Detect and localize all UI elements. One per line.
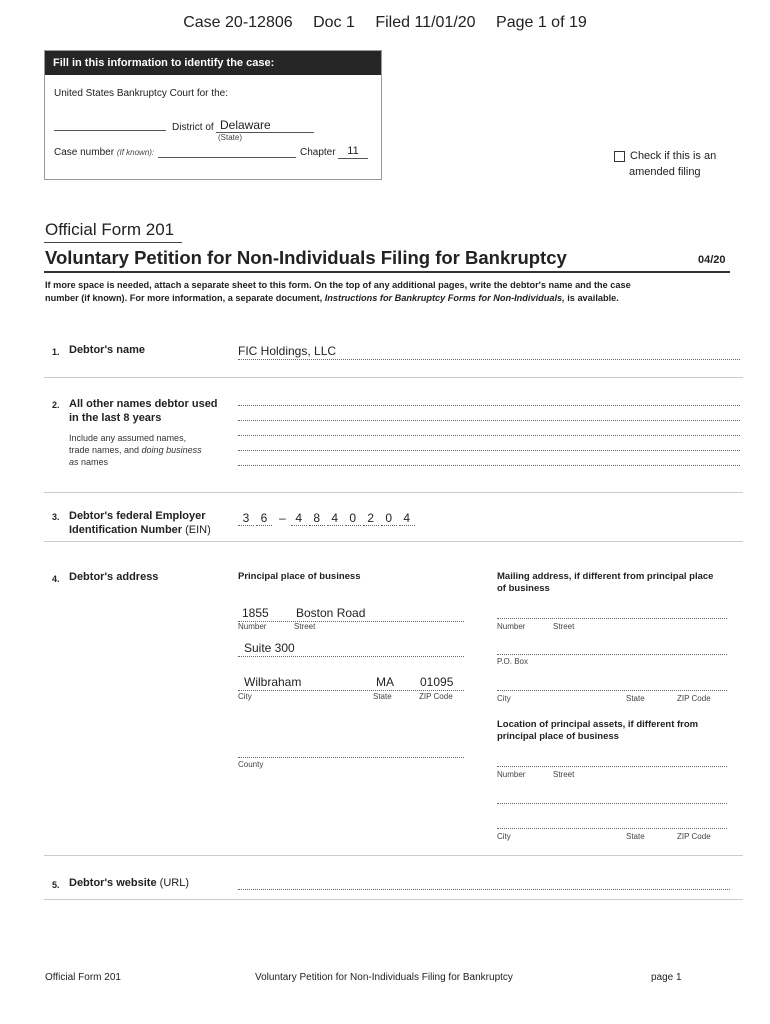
ein-digit: 6 (256, 511, 272, 526)
location-street-field[interactable] (497, 766, 727, 767)
other-name-line-2[interactable] (238, 420, 740, 421)
amended-filing-option[interactable] (614, 148, 716, 180)
street-value: Boston Road (296, 606, 366, 620)
other-names-note: Include any assumed names, trade names, and doing business as names (69, 433, 202, 467)
mailing-heading: Mailing address, if different from principal place of business (497, 571, 714, 594)
mailing-street-field[interactable] (497, 618, 727, 619)
zip-label: ZIP Code (419, 692, 453, 701)
amended-label-line2: amended filing (629, 166, 701, 178)
po-box-label: P.O. Box (497, 657, 528, 666)
case-number-label: Case number (If known): (54, 147, 155, 158)
other-name-line-3[interactable] (238, 435, 740, 436)
state-value: MA (376, 675, 394, 689)
county-field[interactable] (238, 757, 464, 758)
ein-hyphen: – (279, 511, 286, 525)
zip-label: ZIP Code (677, 694, 711, 703)
doc-number: Doc 1 (313, 14, 355, 31)
street-label: Street (294, 622, 316, 631)
section-divider (44, 492, 743, 493)
filed-date: Filed 11/01/20 (375, 14, 476, 31)
city-label: City (238, 692, 252, 701)
number-label: Number (497, 770, 526, 779)
chapter-value: 11 (347, 145, 359, 157)
case-identification-box (44, 50, 382, 180)
suite-value: Suite 300 (244, 641, 295, 655)
district-field[interactable] (216, 118, 314, 133)
ein-digit: 3 (238, 511, 254, 526)
section-divider (44, 541, 743, 542)
number-label: Number (238, 622, 267, 631)
zip-value: 01095 (420, 675, 454, 689)
ein-digit: 0 (381, 511, 397, 526)
footer-form-title: Voluntary Petition for Non-Individuals Filing for Bankruptcy (255, 972, 513, 983)
street-label: Street (553, 622, 575, 631)
ein-field[interactable] (238, 511, 417, 526)
location-heading: Location of principal assets, if different from principal place of business (497, 719, 699, 742)
street-label: Street (553, 770, 575, 779)
title-rule (44, 271, 730, 273)
principal-heading: Principal place of business (238, 571, 361, 582)
zip-label: ZIP Code (677, 832, 711, 841)
principal-city-field[interactable] (238, 675, 464, 691)
q3-number: 3. (52, 512, 60, 522)
q5-number: 5. (52, 880, 60, 890)
street-number-value: 1855 (242, 606, 269, 620)
chapter-field[interactable] (338, 145, 368, 159)
case-number-field[interactable] (158, 157, 296, 158)
ein-digit: 2 (363, 511, 379, 526)
debtor-name-label: Debtor's name (69, 344, 145, 356)
ein-digit: 0 (345, 511, 361, 526)
ein-digit: 4 (291, 511, 307, 526)
city-label: City (497, 694, 511, 703)
form-intro: If more space is needed, attach a separate sheet to this form. On the top of any additional pages, write the debtor's name and the case number (if known). For more information, a separate document, Instructions for Bankruptcy Forms for Non-Individuals, is available. (45, 280, 631, 303)
city-label: City (497, 832, 511, 841)
debtor-name-value: FIC Holdings, LLC (238, 344, 337, 358)
chapter-label: Chapter (300, 147, 336, 158)
other-names-label: All other names debtor used in the last 8 years (69, 398, 218, 424)
amended-checkbox[interactable] (614, 151, 625, 162)
court-state-line[interactable] (54, 130, 166, 131)
q1-number: 1. (52, 347, 60, 357)
ein-label: Debtor's federal Employer Identification Number (EIN) (69, 510, 211, 536)
county-label: County (238, 760, 264, 769)
principal-street-field[interactable] (238, 606, 464, 622)
state-sublabel: (State) (218, 133, 243, 142)
section-divider (44, 855, 743, 856)
form-title: Voluntary Petition for Non-Individuals Filing for Bankruptcy (45, 247, 567, 268)
q4-number: 4. (52, 574, 60, 584)
district-value: Delaware (220, 118, 271, 132)
location-line2-field[interactable] (497, 803, 727, 804)
form-name: Official Form 201 (45, 220, 175, 239)
location-city-field[interactable] (497, 828, 727, 829)
website-label: Debtor's website (URL) (69, 877, 189, 889)
principal-line2-field[interactable] (238, 641, 464, 657)
form-revision: 04/20 (698, 254, 726, 266)
ein-digit: 4 (327, 511, 343, 526)
other-name-line-4[interactable] (238, 450, 740, 451)
other-name-line-1[interactable] (238, 405, 740, 406)
district-label: District of (172, 122, 214, 133)
footer-form-name: Official Form 201 (45, 972, 121, 983)
q2-number: 2. (52, 400, 60, 410)
other-name-line-5[interactable] (238, 465, 740, 466)
court-label: United States Bankruptcy Court for the: (54, 88, 228, 99)
amended-label-line1: Check if this is an (630, 150, 717, 162)
debtor-address-label: Debtor's address (69, 571, 159, 583)
mailing-city-field[interactable] (497, 690, 727, 691)
state-label: State (373, 692, 392, 701)
state-label: State (626, 694, 645, 703)
website-field[interactable] (238, 889, 730, 890)
mailing-po-box-field[interactable] (497, 654, 727, 655)
number-label: Number (497, 622, 526, 631)
case-number-header: Case 20-12806 (183, 14, 293, 31)
footer-page: page 1 (651, 972, 682, 983)
state-label: State (626, 832, 645, 841)
section-divider (44, 899, 743, 900)
form-name-underline (44, 242, 182, 243)
debtor-name-field[interactable] (238, 344, 740, 360)
box-header: Fill in this information to identify the case: (45, 51, 381, 75)
section-divider (44, 377, 743, 378)
case-header (0, 14, 770, 32)
city-value: Wilbraham (244, 675, 302, 689)
ein-digit: 8 (309, 511, 325, 526)
page-indicator: Page 1 of 19 (496, 14, 587, 31)
ein-digit: 4 (399, 511, 415, 526)
